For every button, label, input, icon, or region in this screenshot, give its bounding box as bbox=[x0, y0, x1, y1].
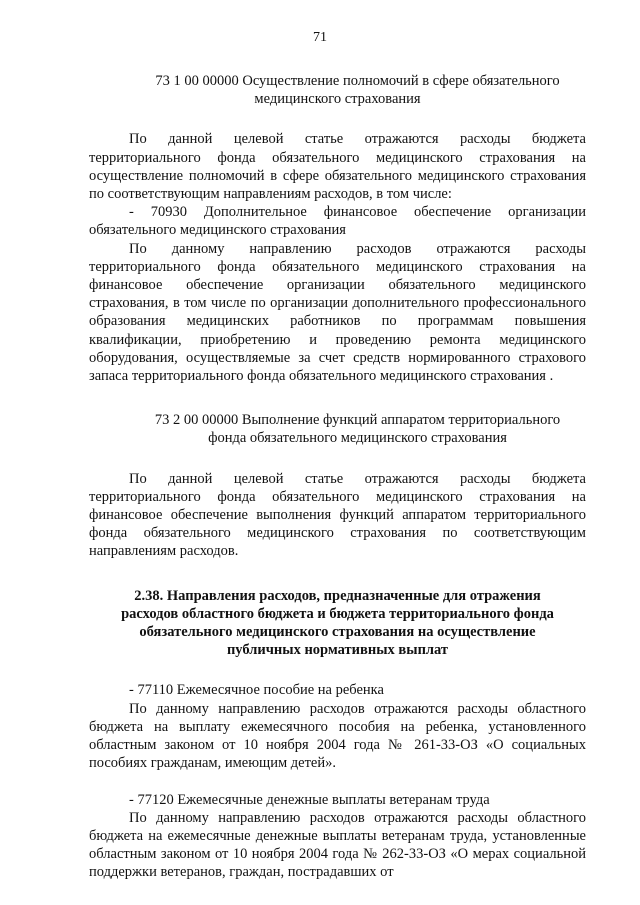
section-731 bbox=[89, 72, 586, 385]
item-77110-description: По данному направлению расходов отражаются расходы областного бюджета на выплату ежемесячного пособия на ребенка, установленного областным законом от 10 ноября 2004 года № 261-33-ОЗ «О социальных пособиях гражданам, имеющим детей». bbox=[89, 700, 586, 772]
item-77120-title: - 77120 Ежемесячные денежные выплаты ветеранам труда bbox=[129, 791, 490, 808]
section-238-title-line3: обязательного медицинского страхования на осуществление bbox=[139, 624, 536, 641]
section-238-title-line4: публичных нормативных выплат bbox=[226, 642, 449, 659]
section-238 bbox=[89, 587, 586, 882]
page-content bbox=[89, 72, 586, 882]
section-732-paragraph-1: По данной целевой статье отражаются расходы бюджета территориального фонда обязательного медицинского страхования на финансовое обеспечение выполнения функций аппаратом территориального фонда обязательного медицинского страхования по соответствующим направлениям расходов. bbox=[89, 470, 586, 560]
page-number: 71 bbox=[313, 30, 327, 45]
section-238-title-line2: расходов областного бюджета и бюджета территориального фонда bbox=[121, 605, 554, 622]
item-77120-description: По данному направлению расходов отражаются расходы областного бюджета на ежемесячные денежные выплаты ветеранам труда, установленные областным законом от 10 ноября 2004 года № 262-33-ОЗ «О мерах социальной поддержки ветеранов, граждан, пострадавших от bbox=[89, 809, 586, 881]
section-238-title-line1: 2.38. Направления расходов, предназначенные для отражения bbox=[134, 587, 541, 604]
section-731-title-line1: 73 1 00 00000 Осуществление полномочий в сфере обязательного bbox=[155, 73, 560, 89]
section-731-paragraph-1: По данной целевой статье отражаются расходы бюджета территориального фонда обязательного медицинского страхования на осуществление полномочий в сфере обязательного медицинского страхования по соответствующим направлениям расходов, в том числе: bbox=[89, 131, 586, 203]
section-732-title-line1: 73 2 00 00000 Выполнение функций аппаратом территориального bbox=[154, 412, 561, 429]
section-732-title-line2: фонда обязательного медицинского страхования bbox=[208, 430, 507, 447]
section-732 bbox=[89, 411, 586, 560]
item-77110-title: - 77110 Ежемесячное пособие на ребенка bbox=[129, 682, 384, 699]
item-70930-description: По данному направлению расходов отражаются расходы территориального фонда обязательного медицинского страхования на финансовое обеспечение организации обязательного медицинского страхования, в том числе по организации дополнительного профессионального образования медицинских работников по программам повышения квалификации, приобретению и проведению ремонта медицинского оборудования, осуществляемые за счет средств нормированного страхового запаса территориального фонда обязательного медицинского страхования . bbox=[89, 240, 586, 385]
item-70930-title: - 70930 Дополнительное финансовое обеспечение организации обязательного медицинского страхования bbox=[89, 204, 586, 239]
section-731-title-line2: медицинского страхования bbox=[254, 91, 421, 108]
